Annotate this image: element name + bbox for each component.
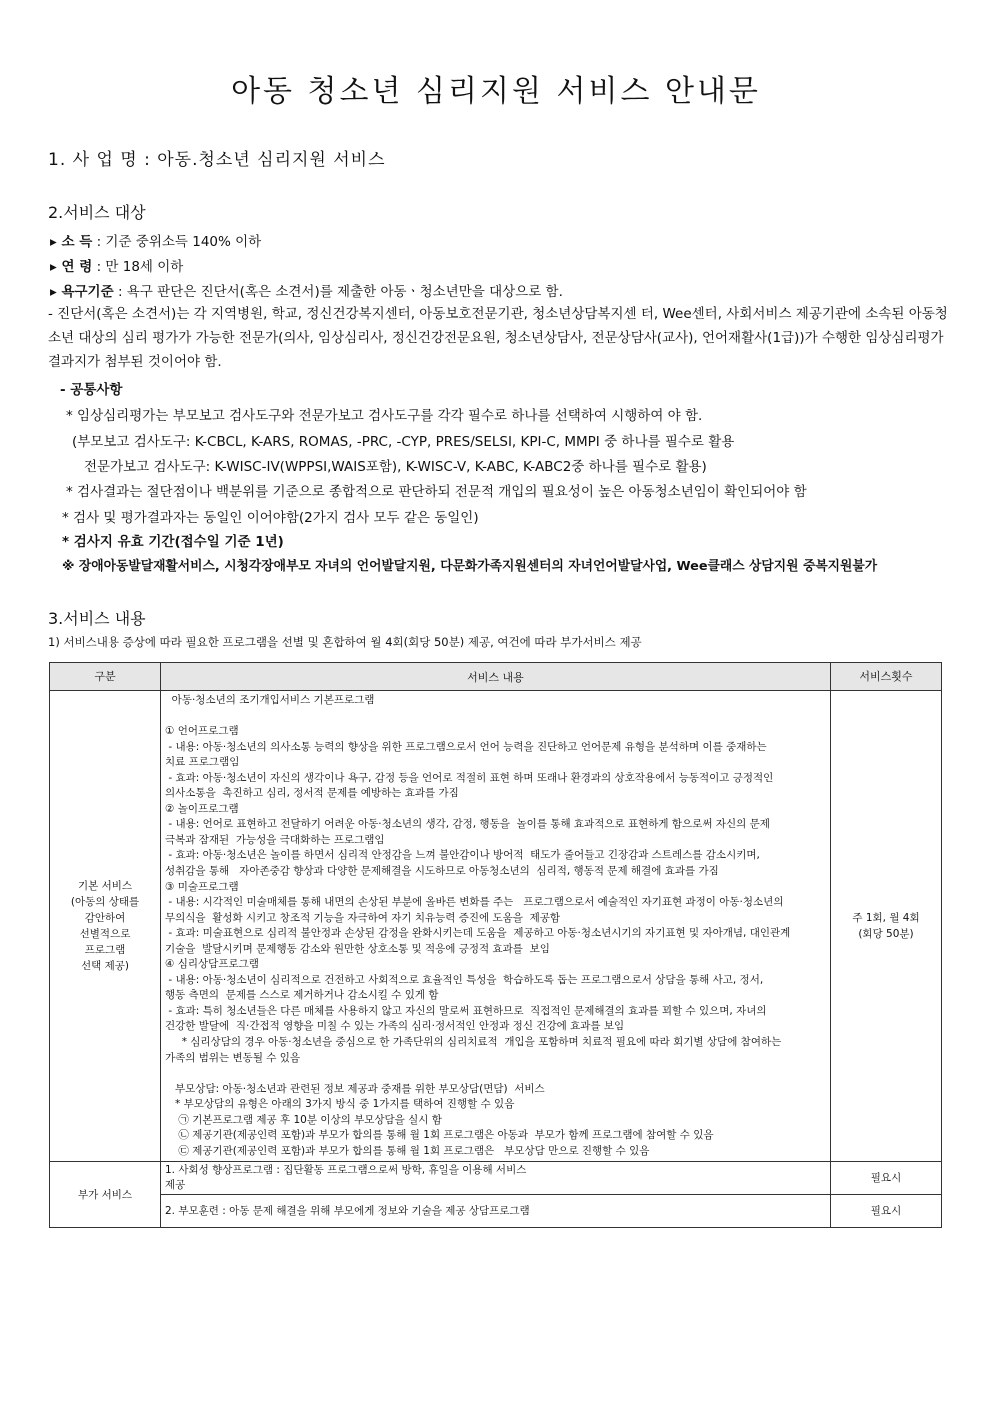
section-3-heading: 3.서비스 내용	[48, 609, 146, 628]
extra-service-2-content: 2. 부모훈련 : 아동 문제 해결을 위해 부모에게 정보와 기술을 제공 상담프로그램	[161, 1195, 831, 1228]
header-content: 서비스 내용	[161, 663, 831, 691]
income-value: : 기준 중위소득 140% 이하	[96, 234, 262, 250]
content-line: ② 놀이프로그램	[165, 802, 239, 815]
category-line: 기본 서비스	[77, 880, 133, 893]
table-header-row	[50, 663, 942, 691]
extra-service-1-frequency: 필요시	[831, 1162, 942, 1195]
need-value: : 욕구 판단은 진단서(혹은 소견서)를 제출한 아동ㆍ청소년만을 대상으로 함.	[117, 284, 563, 300]
content-line: 기술을 발달시키며 문제행동 감소와 원만한 상호소통 및 적응에 긍정적 효과를 보임	[165, 942, 550, 955]
content-line: 의사소통을 촉진하고 심리, 정서적 문제를 예방하는 효과를 가짐	[165, 787, 459, 800]
content-line: ① 언어프로그램	[165, 725, 239, 738]
common-item-4: * 검사결과는 절단점이나 백분위를 기준으로 종합적으로 판단하되 전문적 개입의 필요성이 높은 아동청소년임이 확인되어야 함	[66, 484, 807, 500]
diagnosis-paragraph: - 진단서(혹은 소견서)는 각 지역병원, 학교, 정신건강복지센터, 아동보호전문기관, 청소년상담복지센 터, Wee센터, 사회서비스 제공기관에 소속된 아동청소년 대상의 심리 평가가 가능한 전문가(의사, 임상심리사, 정신건강전문요원, 청소년상담사, 전문상담사(교사), 언어재활사(1급))가 수행한 임상심리평가 결과지가 첨부된 것이어야 함.	[48, 306, 948, 370]
content-line: 아동·청소년의 조기개입서비스 기본프로그램	[165, 694, 375, 706]
income-label: ▸ 소 득	[50, 234, 93, 250]
content-line: ㉡ 제공기관(제공인력 포함)과 부모가 합의를 통해 월 1회 프로그램은 아동과 부모가 함께 프로그램에 참여할 수 있음	[165, 1129, 714, 1142]
service-table	[49, 662, 942, 1228]
page-title: 아동 청소년 심리지원 서비스 안내문	[231, 74, 761, 109]
content-line: - 효과: 아동·청소년이 자신의 생각이나 욕구, 감정 등을 언어로 적절히 표현 하며 또래나 환경과의 상호작용에서 능동적이고 긍정적인	[165, 771, 774, 784]
content-line: 부모상담: 아동·청소년과 관련된 정보 제공과 중재를 위한 부모상담(면담) 서비스	[165, 1082, 545, 1095]
content-line: ㉠ 기본프로그램 제공 후 10분 이상의 부모상담을 실시 함	[165, 1113, 442, 1126]
age-criterion	[50, 255, 183, 275]
content-line: - 효과: 특히 청소년들은 다른 매체를 사용하지 않고 자신의 말로써 표현하므로 직접적인 문제해결의 효과를 꾀할 수 있으며, 자녀의	[165, 1004, 767, 1017]
frequency-line: 주 1회, 월 4회	[852, 912, 920, 925]
content-line: 치료 프로그램임	[165, 756, 240, 769]
duplicate-support-notice: ※ 장애아동발달재활서비스, 시청각장애부모 자녀의 언어발달지원, 다문화가족지원센터의 자녀언어발달사업, Wee클래스 상담지원 중복지원불가	[62, 559, 878, 574]
common-item-5: * 검사 및 평가결과자는 동일인 이어야함(2가지 검사 모두 같은 동일인)	[62, 510, 479, 526]
validity-note: * 검사지 유효 기간(접수일 기준 1년)	[62, 534, 284, 550]
extra-1-line-1: 1. 사회성 향상프로그램 : 집단활동 프로그램으로써 방학, 휴일을 이용해 서비스	[165, 1164, 527, 1177]
content-line: * 심리상담의 경우 아동·청소년을 중심으로 한 가족단위의 심리치료적 개입을 포함하며 치료적 필요에 따라 회기별 상담에 참여하는	[165, 1036, 782, 1049]
content-line: 건강한 발달에 직·간접적 영향을 미칠 수 있는 가족의 심리·정서적인 안정과 정신 건강에 효과를 보임	[165, 1020, 625, 1033]
header-category: 구분	[50, 663, 161, 691]
content-line: 성취감을 통해 자아존중감 향상과 다양한 문제해결을 시도하므로 아동청소년의 심리적, 행동적 문제 해결에 효과를 가짐	[165, 865, 719, 878]
content-line	[165, 709, 826, 725]
content-line: - 내용: 아동·청소년이 심리적으로 건전하고 사회적으로 효율적인 특성을 학습하도록 돕는 프로그램으로서 상담을 통해 사고, 정서,	[165, 973, 764, 986]
income-criterion	[50, 230, 261, 250]
content-line: 행동 측면의 문제를 스스로 제거하거나 감소시킬 수 있게 함	[165, 989, 439, 1002]
common-item-1: * 임상심리평가는 부모보고 검사도구와 전문가보고 검사도구를 각각 필수로 하나를 선택하여 시행하여 야 함.	[66, 408, 703, 424]
table-row-extra-1	[50, 1162, 942, 1195]
section-1-project-name: 1. 사 업 명 : 아동.청소년 심리지원 서비스	[48, 150, 386, 170]
content-line: - 내용: 언어로 표현하고 전달하기 어려운 아동·청소년의 생각, 감정, 행동을 놀이를 통해 효과적으로 표현하게 함으로써 자신의 문제	[165, 818, 770, 831]
table-row-basic-service	[50, 691, 942, 1162]
category-line: 선택 제공)	[80, 960, 129, 973]
header-frequency: 서비스횟수	[831, 663, 942, 691]
common-item-2: (부모보고 검사도구: K-CBCL, K-ARS, ROMAS, -PRC, -CYP, PRES/SELSI, KPI-C, MMPI 중 하나를 필수로 활용	[72, 434, 735, 450]
common-heading: - 공통사항	[60, 382, 123, 398]
content-line: ㉢ 제공기관(제공인력 포함)과 부모가 합의를 통해 월 1회 프로그램은 부모상담 만으로 진행할 수 있음	[165, 1144, 650, 1157]
content-line: 극복과 잠재된 가능성을 극대화하는 프로그램임	[165, 833, 385, 846]
basic-service-category	[50, 691, 161, 1162]
content-line: 무의식을 활성화 시키고 창조적 기능을 자극하여 자기 치유능력 증진에 도움을 제공함	[165, 911, 561, 924]
common-item-3: 전문가보고 검사도구: K-WISC-IV(WPPSI,WAIS포함), K-WISC-V, K-ABC, K-ABC2중 하나를 필수로 활용)	[84, 459, 707, 475]
content-line: - 효과: 미술표현으로 심리적 불안정과 손상된 감정을 완화시키는데 도움을 제공하고 아동·청소년시기의 자기표현 및 자아개념, 대인관계	[165, 927, 791, 940]
content-line: ④ 심리상담프로그램	[165, 958, 259, 971]
section-2-heading: 2.서비스 대상	[48, 203, 146, 222]
content-line: - 내용: 아동·청소년의 의사소통 능력의 향상을 위한 프로그램으로서 언어 능력을 진단하고 언어문제 유형을 분석하며 이를 중재하는	[165, 740, 767, 753]
category-line: 감안하여	[84, 912, 126, 925]
age-label: ▸ 연 령	[50, 259, 93, 275]
content-line: - 내용: 시각적인 미술매체를 통해 내면의 손상된 부분에 올바른 변화를 주는 프로그램으로서 예술적인 자기표현 과정이 아동·청소년의	[165, 896, 784, 909]
age-value: : 만 18세 이하	[96, 259, 184, 275]
need-criterion	[50, 280, 563, 300]
content-line: * 부모상담의 유형은 아래의 3가지 방식 중 1가지를 택하여 진행할 수 있음	[165, 1098, 515, 1111]
content-line: - 효과: 아동·청소년은 놀이를 하면서 심리적 안정감을 느껴 불안감이나 방어적 태도가 줄어들고 긴장감과 스트레스를 감소시키며,	[165, 849, 760, 862]
content-line: ③ 미술프로그램	[165, 880, 239, 893]
section-3-intro: 1) 서비스내용 증상에 따라 필요한 프로그램을 선별 및 혼합하여 월 4회(회당 50분) 제공, 여건에 따라 부가서비스 제공	[48, 635, 642, 649]
content-line	[165, 1066, 826, 1082]
category-line: 선별적으로	[79, 928, 131, 941]
category-line: (아동의 상태를	[70, 896, 140, 909]
table-row-extra-2	[50, 1195, 942, 1228]
need-label: ▸ 욕구기준	[50, 284, 114, 300]
extra-service-2-frequency: 필요시	[831, 1195, 942, 1228]
content-line: 가족의 범위는 변동될 수 있음	[165, 1051, 301, 1064]
extra-service-1-content	[161, 1162, 831, 1195]
basic-service-frequency	[831, 691, 942, 1162]
extra-service-category: 부가 서비스	[50, 1162, 161, 1228]
extra-1-line-2: 제공	[165, 1179, 186, 1192]
category-line: 프로그램	[84, 944, 126, 957]
basic-service-content	[161, 691, 831, 1162]
frequency-line: (회당 50분)	[858, 928, 914, 941]
